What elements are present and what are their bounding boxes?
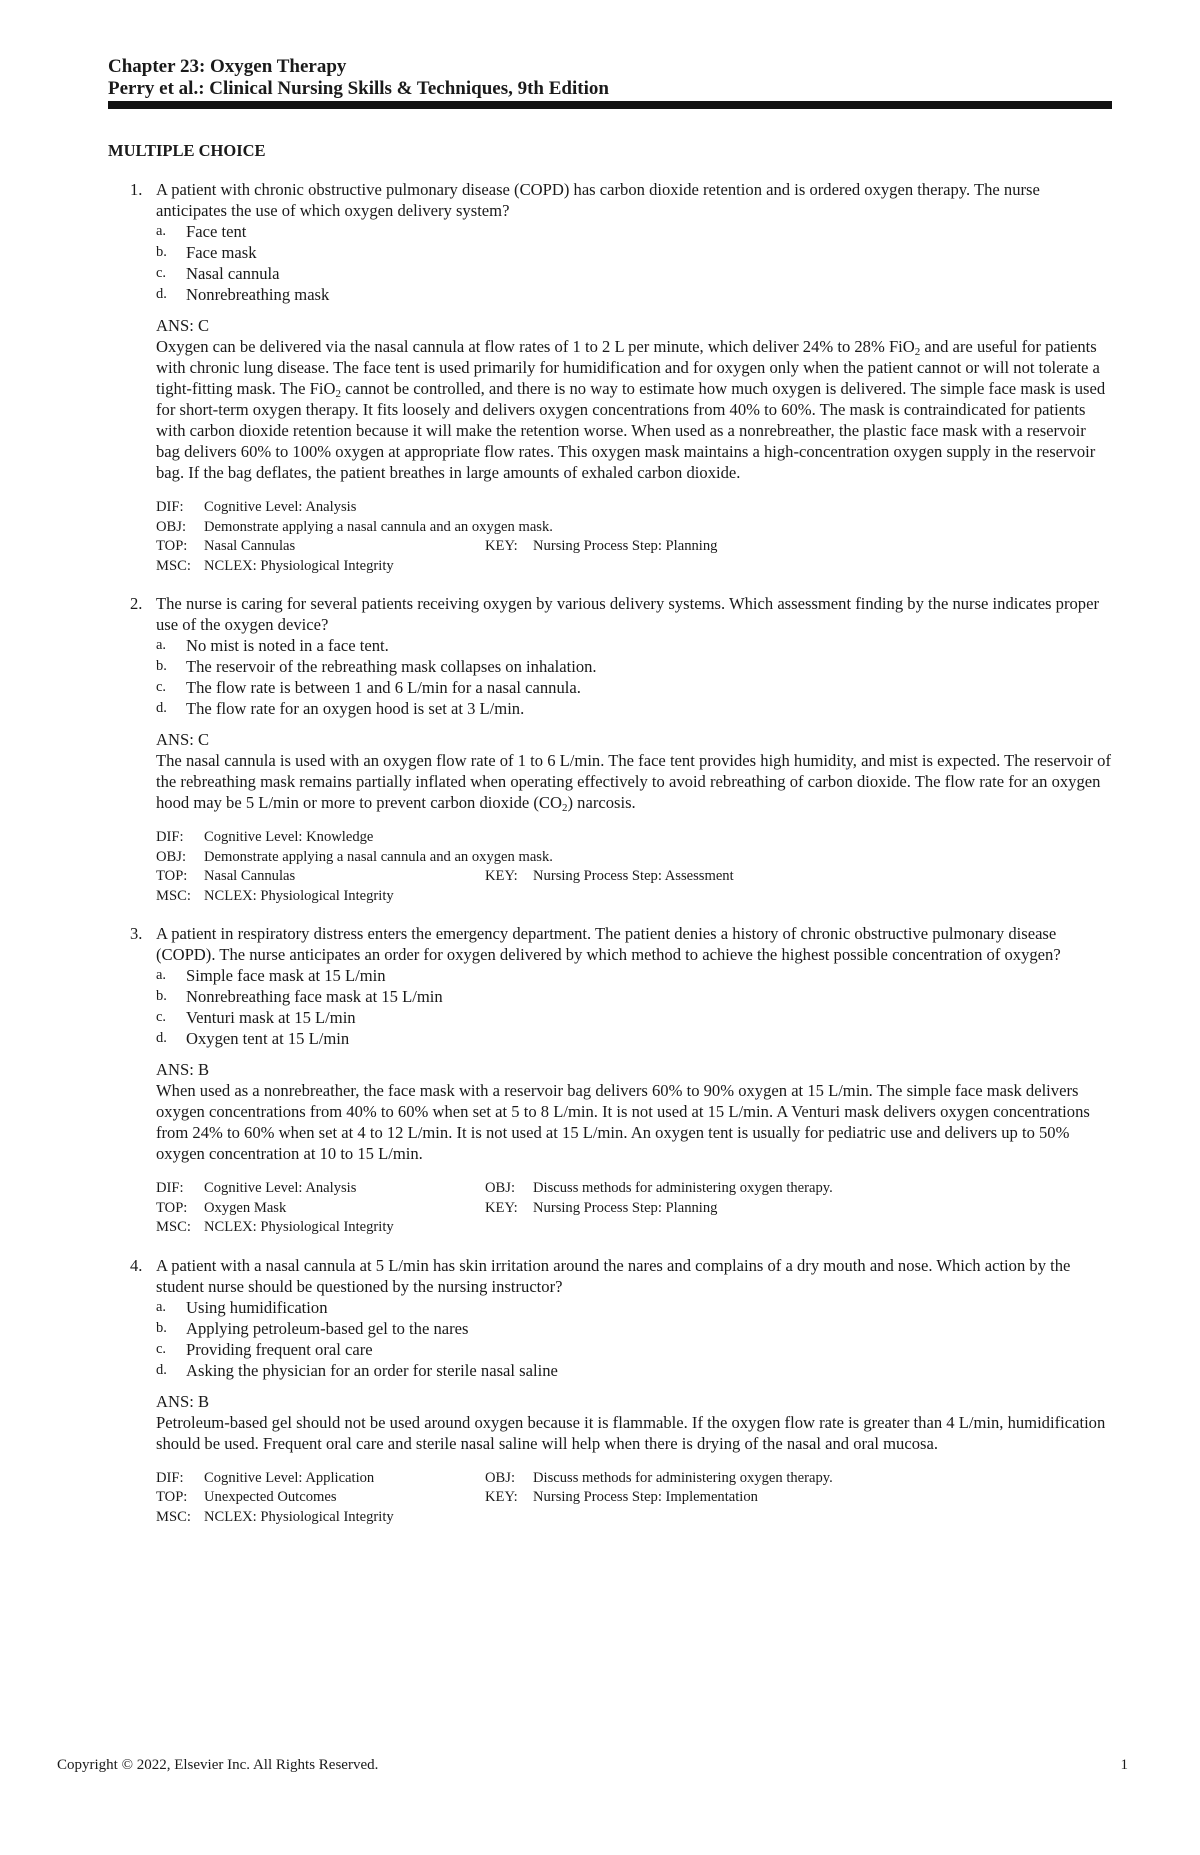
question-stem: A patient with a nasal cannula at 5 L/min has skin irritation around the nares and complains of a dry mouth and nose. Which action by the student nurse should be questioned by the nursing instructor? (156, 1255, 1071, 1296)
obj-value: Discuss methods for administering oxygen therapy. (533, 1180, 833, 1196)
option-text: Applying petroleum-based gel to the nares (186, 1318, 469, 1338)
answer-line (156, 1391, 1112, 1412)
option-letter: a. (156, 223, 167, 239)
top-value: Nasal Cannulas (204, 538, 296, 554)
option-a (156, 1297, 1112, 1318)
option-letter: d. (156, 700, 167, 716)
dif-value: Cognitive Level: Analysis (204, 499, 357, 515)
obj-value: Demonstrate applying a nasal cannula and an oxygen mask. (204, 518, 553, 535)
answer-label: ANS: (156, 1060, 194, 1079)
option-letter: d. (156, 1030, 167, 1046)
answer-label: ANS: (156, 730, 194, 749)
option-d (156, 698, 1112, 719)
option-c (156, 263, 1112, 284)
option-c (156, 677, 1112, 698)
key-label: KEY: (485, 1489, 518, 1505)
option-d (156, 284, 1112, 305)
answer-value: B (197, 1060, 210, 1079)
option-text: Using humidification (186, 1297, 328, 1317)
question-number: 1. (130, 180, 143, 199)
top-label: TOP: (156, 1489, 188, 1505)
msc-label: MSC: (156, 557, 191, 574)
rationale: Petroleum-based gel should not be used around oxygen because it is flammable. If the oxygen flow rate is greater than 4 L/min, humidification should be used. Frequent oral care and sterile nasal saline will help when there is drying of the nasal and oral mucosa. (156, 1412, 1106, 1453)
rationale: When used as a nonrebreather, the face mask with a reservoir bag delivers 60% to 90% oxygen at 15 L/min. The simple face mask delivers oxygen concentrations from 40% to 60% when set at 5 to 8 L/min. It is not used at 15 L/min. A Venturi mask delivers oxygen concentrations from 24% to 60% when set at 4 to 12 L/min. It is not used at 15 L/min. An oxygen tent is usually for pediatric use and delivers up to 50% oxygen concentration at 10 to 15 L/min. (156, 1081, 1090, 1163)
top-label: TOP: (156, 1199, 188, 1216)
msc-value: NCLEX: Physiological Integrity (204, 1508, 394, 1525)
subscript: 2 (335, 388, 341, 400)
obj-label: OBJ: (156, 518, 187, 535)
top-label: TOP: (156, 538, 188, 554)
option-text: Oxygen tent at 15 L/min (186, 1029, 350, 1048)
option-letter: c. (156, 1009, 167, 1025)
dif-value: Cognitive Level: Application (204, 1469, 375, 1486)
answer-label: ANS: (156, 316, 194, 335)
option-text: Face tent (186, 222, 247, 241)
page-footer (57, 1757, 1128, 1774)
rationale-text: Oxygen can be delivered via the nasal cannula at flow rates of 1 to 2 L per minute, which deliver 24% to 28% FiO (156, 337, 915, 356)
top-value: Oxygen Mask (204, 1199, 287, 1216)
rationale-text: The nasal cannula is used with an oxygen flow rate of 1 to 6 L/min. The face tent provides high humidity, and mist is expected. The reservoir of the rebreathing mask remains partially inflated when operating effectively to avoid rebreathing of carbon dioxide. The flow rate for an oxygen hood may be 5 L/min or more to prevent carbon dioxide (CO (156, 751, 1111, 812)
answer-value: C (197, 730, 210, 749)
dif-label: DIF: (156, 1469, 184, 1486)
option-letter: b. (156, 1319, 167, 1336)
key-value: Nursing Process Step: Assessment (533, 868, 734, 884)
section-title: MULTIPLE CHOICE (108, 141, 266, 160)
question-metadata (156, 828, 1112, 906)
option-d (156, 1360, 1112, 1381)
question-number: 2. (130, 594, 143, 613)
obj-value: Demonstrate applying a nasal cannula and an oxygen mask. (204, 848, 553, 865)
rationale-text: cannot be controlled, and there is no way to estimate how much oxygen is delivered. The simple face mask is used for short-term oxygen therapy. It fits loosely and delivers oxygen concentrations from 40% to 60%. The mask is contraindicated for patients with carbon dioxide retention because it will make the retention worse. When used as a nonrebreather, the plastic face mask with a reservoir bag delivers 60% to 100% oxygen at appropriate flow rates. This oxygen mask maintains a high-concentration oxygen supply in the reservoir bag. If the bag deflates, the patient breathes in large amounts of exhaled carbon dioxide. (156, 379, 1106, 482)
page-number: 1 (1120, 1757, 1128, 1773)
option-text: Face mask (186, 243, 257, 262)
msc-label: MSC: (156, 887, 191, 904)
option-letter: d. (156, 286, 167, 302)
question-number: 4. (130, 1255, 143, 1275)
option-letter: b. (156, 658, 167, 674)
option-letter: b. (156, 988, 167, 1004)
dif-value: Cognitive Level: Knowledge (204, 829, 374, 845)
option-a (156, 965, 1112, 986)
top-value: Nasal Cannulas (204, 868, 296, 884)
question-3 (108, 923, 1112, 1238)
rationale (156, 336, 1112, 483)
key-label: KEY: (485, 1199, 518, 1216)
option-letter: a. (156, 1298, 167, 1315)
question-list (108, 179, 1112, 1527)
option-letter: c. (156, 1340, 167, 1357)
rationale-text: and are useful for patients with chronic lung disease. The face tent is used primarily for humidification and for oxygen only when the patient cannot or will not tolerate a tight-fitting mask. The FiO (156, 337, 1100, 398)
msc-value: NCLEX: Physiological Integrity (204, 887, 394, 904)
answer-line (156, 315, 1112, 336)
msc-value: NCLEX: Physiological Integrity (204, 1219, 394, 1235)
question-4 (108, 1255, 1112, 1528)
option-letter: a. (156, 637, 167, 653)
option-text: Nonrebreathing face mask at 15 L/min (186, 987, 443, 1006)
key-value: Nursing Process Step: Planning (533, 538, 718, 554)
obj-value: Discuss methods for administering oxygen therapy. (533, 1469, 833, 1486)
rationale (156, 750, 1112, 813)
question-metadata (156, 1179, 1112, 1238)
key-value: Nursing Process Step: Planning (533, 1199, 718, 1216)
question-metadata (156, 498, 1112, 576)
top-label: TOP: (156, 868, 188, 884)
obj-label: OBJ: (485, 1180, 516, 1196)
dif-value: Cognitive Level: Analysis (204, 1180, 357, 1196)
question-stem: A patient in respiratory distress enters the emergency department. The patient denies a history of chronic obstructive pulmonary disease (COPD). The nurse anticipates an order for oxygen delivered by which method to achieve the highest possible concentration of oxygen? (156, 924, 1061, 964)
rationale-text: ) narcosis. (567, 793, 636, 812)
option-text: The flow rate is between 1 and 6 L/min for a nasal cannula. (186, 678, 581, 697)
answer-line (156, 729, 1112, 750)
key-label: KEY: (485, 868, 518, 884)
question-metadata (156, 1469, 1112, 1528)
option-b (156, 656, 1112, 677)
top-value: Unexpected Outcomes (204, 1489, 337, 1505)
key-value: Nursing Process Step: Implementation (533, 1489, 758, 1505)
option-text: No mist is noted in a face tent. (186, 636, 389, 655)
obj-label: OBJ: (156, 848, 187, 865)
header-rule (108, 101, 1112, 109)
msc-label: MSC: (156, 1508, 191, 1525)
option-c (156, 1007, 1112, 1028)
answer-label: ANS: (156, 1391, 194, 1411)
option-letter: a. (156, 967, 167, 983)
subscript: 2 (914, 346, 921, 358)
dif-label: DIF: (156, 499, 184, 515)
question-stem: A patient with chronic obstructive pulmonary disease (COPD) has carbon dioxide retention and is ordered oxygen therapy. The nurse anticipates the use of which oxygen delivery system? (156, 180, 1040, 220)
option-text: Venturi mask at 15 L/min (186, 1008, 356, 1027)
book-title: Perry et al.: Clinical Nursing Skills & Techniques, 9th Edition (108, 78, 609, 99)
chapter-title: Chapter 23: Oxygen Therapy (108, 56, 347, 77)
question-1 (108, 179, 1112, 576)
answer-value: C (197, 316, 210, 335)
option-text: Providing frequent oral care (186, 1339, 373, 1359)
option-b (156, 986, 1112, 1007)
question-number: 3. (130, 924, 143, 943)
question-2 (108, 593, 1112, 906)
option-a (156, 635, 1112, 656)
option-text: Asking the physician for an order for sterile nasal saline (186, 1360, 558, 1380)
obj-label: OBJ: (485, 1469, 516, 1486)
subscript: 2 (562, 802, 568, 814)
option-letter: d. (156, 1361, 167, 1378)
option-text: The reservoir of the rebreathing mask collapses on inhalation. (186, 657, 597, 676)
msc-value: NCLEX: Physiological Integrity (204, 557, 394, 574)
answer-value: B (197, 1391, 210, 1411)
msc-label: MSC: (156, 1219, 191, 1235)
question-stem: The nurse is caring for several patients receiving oxygen by various delivery systems. Which assessment finding by the nurse indicates proper use of the oxygen device? (156, 594, 1099, 634)
answer-line (156, 1059, 1112, 1080)
option-letter: c. (156, 679, 167, 695)
option-d (156, 1028, 1112, 1049)
option-text: Simple face mask at 15 L/min (186, 966, 386, 985)
option-a (156, 221, 1112, 242)
option-text: The flow rate for an oxygen hood is set at 3 L/min. (186, 699, 525, 718)
option-letter: b. (156, 244, 167, 260)
option-c (156, 1339, 1112, 1360)
dif-label: DIF: (156, 829, 184, 845)
option-b (156, 1318, 1112, 1339)
copyright-notice: Copyright © 2022, Elsevier Inc. All Rights Reserved. (57, 1757, 379, 1773)
option-b (156, 242, 1112, 263)
dif-label: DIF: (156, 1180, 184, 1196)
option-text: Nonrebreathing mask (186, 285, 330, 304)
key-label: KEY: (485, 538, 518, 554)
option-text: Nasal cannula (186, 264, 280, 283)
document-header (108, 56, 1108, 100)
option-letter: c. (156, 265, 167, 281)
